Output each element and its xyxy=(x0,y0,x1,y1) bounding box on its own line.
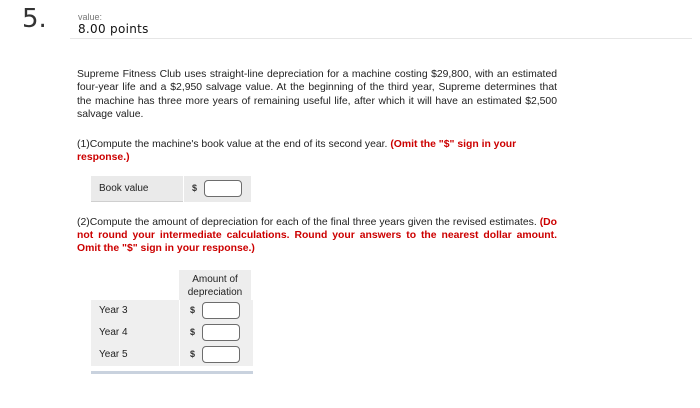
book-value-input[interactable] xyxy=(204,180,242,197)
part2-prefix: (2) xyxy=(77,217,90,228)
book-value-cell xyxy=(183,176,251,202)
year-3-label: Year 3 xyxy=(99,305,128,316)
part2-instruction: (Do not round your intermediate calculations. Round your answers to the nearest dollar amount. Omit the "$" sign in your response.) xyxy=(77,217,557,254)
year-5-label: Year 5 xyxy=(99,349,128,360)
book-value-table xyxy=(91,176,251,202)
year-5-cell xyxy=(179,344,251,366)
year-4-input[interactable] xyxy=(202,324,240,341)
year-3-input[interactable] xyxy=(202,302,240,319)
year-4-cell xyxy=(179,322,251,344)
year-4-label: Year 4 xyxy=(99,327,128,338)
points-label: 8.00 points xyxy=(78,22,149,36)
dollar-sign: $ xyxy=(190,327,196,337)
dollar-sign: $ xyxy=(192,183,198,193)
part2-text: Compute the amount of depreciation for each of the final three years given the revised estimates. xyxy=(89,217,540,228)
part2-prompt xyxy=(77,216,557,255)
question-number: 5. xyxy=(22,4,47,34)
dollar-sign: $ xyxy=(190,305,196,315)
table-bottom-rule xyxy=(91,371,253,374)
part1-prompt xyxy=(77,138,557,164)
value-label: value: xyxy=(78,12,103,22)
problem-text: Supreme Fitness Club uses straight-line depreciation for a machine costing $29,800, with an estimated four-year life and a $2,950 salvage value. At the beginning of the third year, Supreme determines that the machine has three more years of remaining useful life, after which it will have an estimated $2,500 salvage value. xyxy=(77,69,557,120)
part1-prefix: (1) xyxy=(77,139,90,150)
table-row xyxy=(91,322,253,344)
table-row xyxy=(91,300,253,322)
dollar-sign: $ xyxy=(190,349,196,359)
part1-instruction: (Omit the "$" sign in your response.) xyxy=(77,139,517,163)
header-divider xyxy=(70,38,692,39)
part1-text: Compute the machine's book value at the end of its second year. xyxy=(89,139,391,150)
table-row xyxy=(91,344,253,366)
year-3-cell xyxy=(179,300,251,322)
depreciation-header: Amount of depreciation xyxy=(179,270,251,300)
year-5-input[interactable] xyxy=(202,346,240,363)
book-value-label: Book value xyxy=(99,183,149,194)
